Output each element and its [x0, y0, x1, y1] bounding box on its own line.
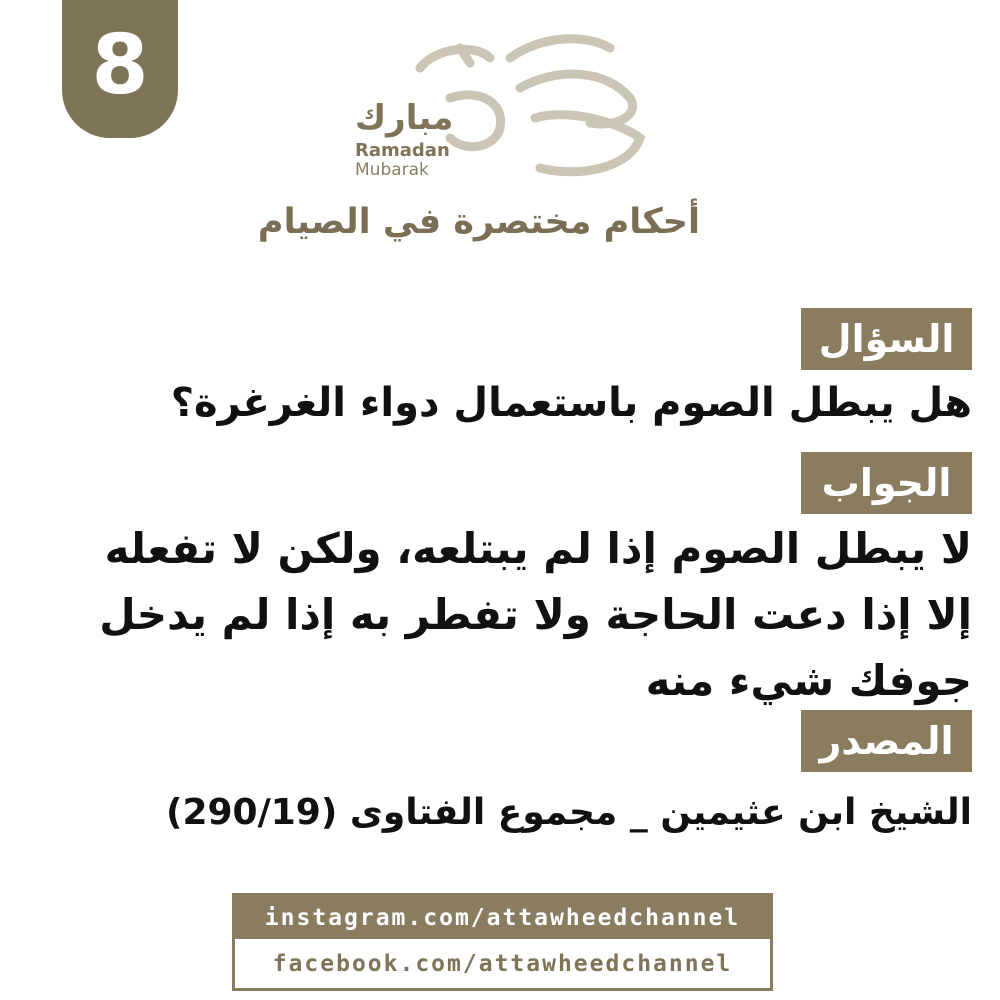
episode-number-badge	[62, 0, 178, 138]
source-text: الشيخ ابن عثيمين _ مجموع الفتاوى (290/19)	[166, 792, 972, 833]
logo-arabic-text: مبارك	[355, 98, 454, 138]
episode-number: 8	[91, 17, 149, 113]
answer-line-1: لا يبطل الصوم إذا لم يبتلعه، ولكن لا تفعله	[104, 524, 972, 573]
answer-line-2: إلا إذا دعت الحاجة ولا تفطر به إذا لم يدخل	[99, 590, 972, 639]
facebook-link[interactable]: facebook.com/attawheedchannel	[235, 942, 770, 985]
logo-english-ramadan: Ramadan	[355, 140, 450, 161]
source-label: المصدر	[801, 710, 972, 772]
answer-line-3: جوفك شيء منه	[645, 656, 972, 705]
series-title: أحكام مختصرة في الصيام	[257, 202, 700, 242]
question-text: هل يبطل الصوم باستعمال دواء الغرغرة؟	[170, 380, 972, 426]
social-links-box	[232, 893, 773, 991]
question-label: السؤال	[801, 308, 972, 370]
logo-english-mubarak: Mubarak	[355, 160, 429, 180]
answer-label: الجواب	[801, 452, 972, 514]
instagram-link[interactable]: instagram.com/attawheedchannel	[235, 896, 770, 939]
